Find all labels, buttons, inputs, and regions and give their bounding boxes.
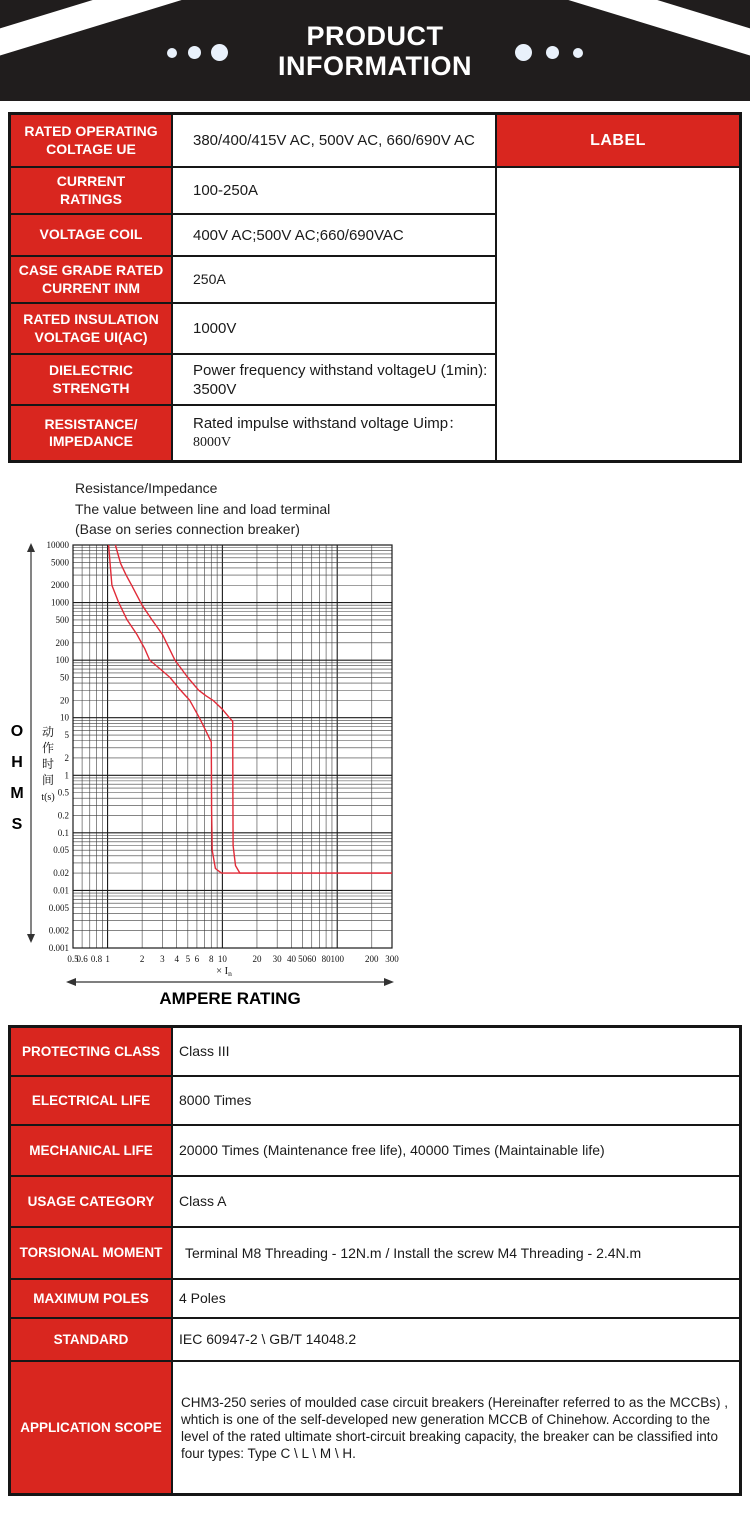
info-row-value: Terminal M8 Threading - 12N.m / Install the screw M4 Threading - 2.4N.m [173, 1228, 739, 1278]
svg-text:0.005: 0.005 [48, 902, 69, 913]
svg-text:0.5: 0.5 [67, 954, 79, 964]
info-table [8, 1025, 742, 1496]
svg-text:4: 4 [174, 954, 179, 964]
svg-text:1: 1 [105, 954, 110, 964]
spec-row-value: 1000V [173, 304, 495, 353]
svg-text:500: 500 [55, 614, 69, 625]
svg-text:40: 40 [287, 954, 297, 964]
svg-text:2: 2 [139, 954, 145, 964]
info-row-value: 8000 Times [173, 1077, 739, 1124]
svg-text:30: 30 [272, 954, 282, 964]
info-row-label: TORSIONAL MOMENT [11, 1228, 171, 1278]
svg-text:6: 6 [194, 954, 200, 964]
spec-row-label: RESISTANCE/ IMPEDANCE [11, 406, 171, 460]
svg-text:S: S [11, 816, 23, 833]
svg-text:× In: × In [216, 966, 232, 978]
svg-text:0.5: 0.5 [57, 787, 69, 798]
spec-row-label: VOLTAGE COIL [11, 215, 171, 255]
svg-text:0.001: 0.001 [48, 943, 69, 953]
page-title-line2: INFORMATION [278, 50, 472, 81]
spec-row-value: Rated impulse withstand voltage Uimp： 8000V [173, 406, 495, 460]
svg-text:0.01: 0.01 [53, 885, 69, 896]
page-title-line1: PRODUCT [306, 20, 444, 51]
spec-row-value: 380/400/415V AC, 500V AC, 660/690V AC [173, 115, 495, 166]
chart-intro-line1: Resistance/Impedance [75, 480, 218, 496]
info-row-label: ELECTRICAL LIFE [11, 1077, 171, 1124]
svg-text:M: M [10, 785, 24, 802]
info-row-label: STANDARD [11, 1319, 171, 1360]
svg-text:100: 100 [55, 655, 69, 666]
svg-text:0.002: 0.002 [48, 925, 69, 936]
spec-row-label: RATED OPERATING COLTAGE UE [11, 115, 171, 166]
svg-text:0.05: 0.05 [53, 845, 69, 856]
svg-text:10: 10 [60, 712, 69, 723]
svg-text:200: 200 [365, 954, 379, 964]
spec-row-value: 400V AC;500V AC;660/690VAC [173, 215, 495, 255]
label-column-empty-cell [497, 168, 739, 460]
info-row-value: 4 Poles [173, 1280, 739, 1317]
info-row-value: 20000 Times (Maintenance free life), 40000 Times (Maintainable life) [173, 1126, 739, 1175]
chart-intro-line2: The value between line and load terminal [75, 500, 331, 517]
svg-text:O: O [10, 723, 24, 740]
svg-text:1: 1 [64, 770, 69, 781]
spec-row-label: DIELECTRIC STRENGTH [11, 355, 171, 404]
svg-text:2: 2 [64, 752, 69, 763]
svg-text:8: 8 [209, 954, 214, 964]
svg-text:10: 10 [217, 954, 227, 964]
info-row-value: Class III [173, 1028, 739, 1075]
svg-text:100: 100 [330, 954, 344, 964]
spec-row-label: CASE GRADE RATED CURRENT INM [11, 257, 171, 302]
svg-text:5: 5 [64, 730, 69, 741]
info-row-label: APPLICATION SCOPE [11, 1362, 171, 1493]
spec-row-value: Power frequency withstand voltageU (1min): 3500V [173, 355, 495, 404]
spec-row-value: 250A [173, 257, 495, 302]
chart-intro-line3: (Base on series connection breaker) [75, 521, 300, 537]
info-row-label: PROTECTING CLASS [11, 1028, 171, 1075]
svg-text:3: 3 [160, 954, 165, 964]
spec-table [8, 112, 742, 463]
trip-curve-chart [0, 540, 750, 1015]
svg-text:间: 间 [41, 773, 55, 787]
svg-text:5000: 5000 [51, 557, 69, 568]
info-row-value: IEC 60947-2 \ GB/T 14048.2 [173, 1319, 739, 1360]
info-row-label: USAGE CATEGORY [11, 1177, 171, 1226]
svg-text:200: 200 [55, 637, 69, 648]
spec-row-label: CURRENT RATINGS [11, 168, 171, 213]
trip-curve-max [115, 545, 392, 873]
svg-text:2000: 2000 [51, 580, 69, 591]
svg-text:1000: 1000 [51, 597, 69, 608]
svg-text:300: 300 [385, 954, 399, 964]
info-row-value: CHM3-250 series of moulded case circuit breakers (Hereinafter referred to as the MCCBs) , whtich is one of the self-developed new generation MCCB of Chinehow. According to the level of the rated ultimate short-circuit breaking capacity, the breaker can be classified into four types: Type C \ L \ M \ H. [173, 1362, 739, 1493]
trip-curve-min [109, 545, 392, 873]
svg-text:作: 作 [41, 741, 55, 755]
chart-intro [75, 478, 330, 540]
svg-text:动: 动 [41, 725, 55, 739]
svg-text:60: 60 [307, 954, 317, 964]
svg-text:50: 50 [298, 954, 308, 964]
svg-text:t(s): t(s) [41, 792, 55, 803]
svg-text:0.1: 0.1 [57, 827, 69, 838]
svg-text:5: 5 [185, 954, 191, 964]
svg-text:80: 80 [321, 954, 331, 964]
svg-text:0.8: 0.8 [90, 954, 103, 964]
info-row-value: Class A [173, 1177, 739, 1226]
svg-text:20: 20 [60, 695, 69, 706]
svg-text:10000: 10000 [46, 540, 69, 550]
svg-text:0.02: 0.02 [53, 868, 69, 879]
page-title [0, 0, 750, 101]
svg-text:20: 20 [252, 954, 262, 964]
banner [0, 0, 750, 101]
svg-text:时: 时 [41, 757, 55, 771]
svg-text:H: H [11, 754, 23, 771]
svg-text:50: 50 [60, 672, 69, 683]
spec-row-value: 100-250A [173, 168, 495, 213]
svg-text:0.2: 0.2 [57, 810, 69, 821]
info-row-label: MECHANICAL LIFE [11, 1126, 171, 1175]
svg-text:0.6: 0.6 [76, 954, 88, 964]
info-row-label: MAXIMUM POLES [11, 1280, 171, 1317]
spec-row-label: RATED INSULATION VOLTAGE UI(AC) [11, 304, 171, 353]
label-column-header: LABEL [497, 115, 739, 166]
ampere-rating-caption: AMPERE RATING [159, 989, 301, 1008]
